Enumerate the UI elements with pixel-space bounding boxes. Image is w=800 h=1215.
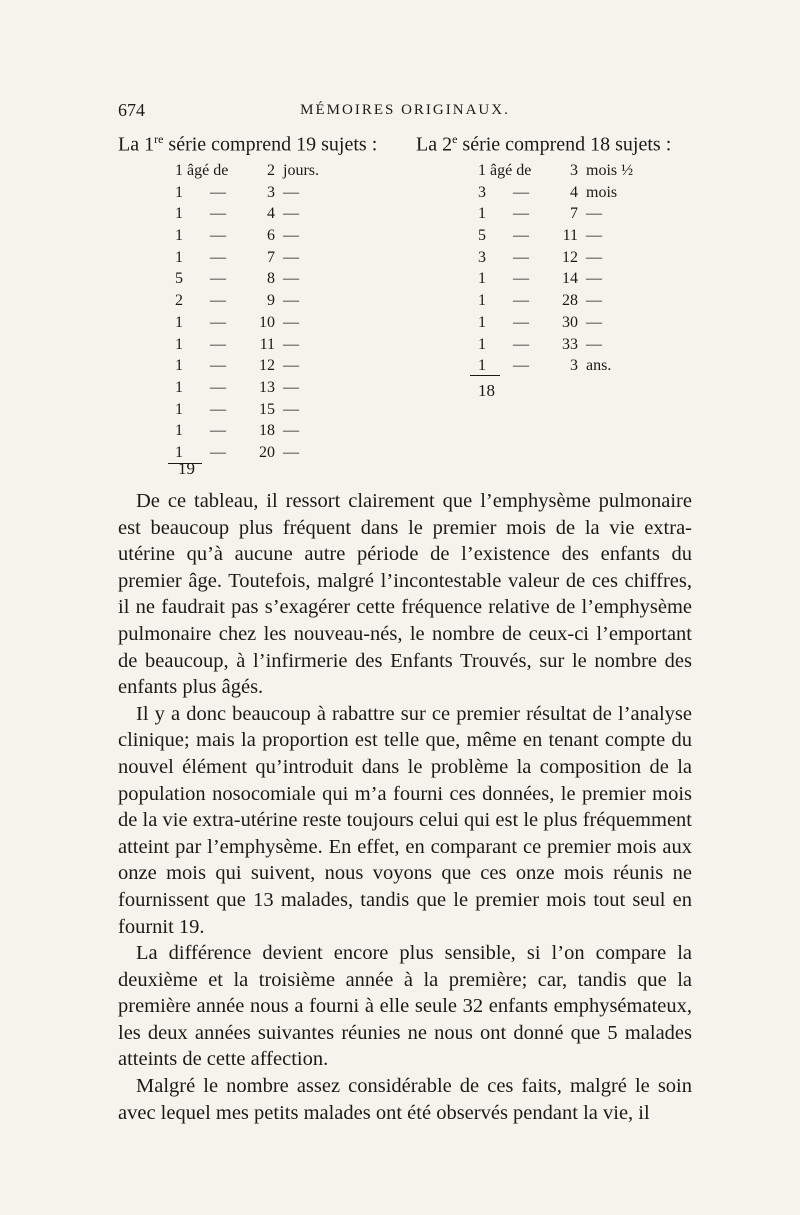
series-2-title: La 2e série comprend 18 sujets :: [416, 132, 672, 156]
page-header: [118, 100, 692, 126]
paragraph: La différence devient encore plus sensible, si l’on compare la deuxième et la troisième année à la première; car, tandis que la première année nous a fourni à elle seule 32 enfants emphysémateux, les deux années suivantes réunies ne nous ont donné que 5 malades atteints de cette affection.: [118, 942, 692, 1071]
paragraph: Malgré le nombre assez considérable de ces faits, malgré le soin avec lequel mes petits malades ont été observés pendant la vie, il: [118, 1075, 692, 1124]
paragraph: De ce tableau, il ressort clairement que l’emphysème pulmonaire est beaucoup plus fréquent dans le premier mois de la vie extra-utérine qu’à aucune autre période de l’existence des enfants du premier âge. Toutefois, malgré l’incontestable valeur de ces chiffres, il ne faudrait pas s’exagérer cette fréquence relative de l’emphysème pulmonaire chez les nouveau-nés, le nombre de ceux-ci l’emportant de beaucoup, à l’infirmerie des Enfants Trouvés, sur le nombre des enfants plus âgés.: [118, 490, 692, 699]
paragraph: Il y a donc beaucoup à rabattre sur ce premier résultat de l’analyse clinique; mais la proportion est telle que, même en tenant compte du nouvel élément qu’introduit dans le problème la composition de la population nosocomiale qui m’a fourni ces données, le premier mois de la vie extra-utérine reste toujours celui qui est le plus fréquemment atteint par l’emphysème. En effet, en comparant ce premier mois aux onze mois qui suivent, nous voyons que ces onze mois réunis ne fournissent que 13 malades, tandis que le premier mois tout seul en fournit 19.: [118, 702, 692, 938]
series-2-total-rule: [470, 375, 500, 376]
series-2-total: 18: [478, 381, 495, 400]
series-1-title: La 1re série comprend 19 sujets :: [118, 132, 378, 156]
page-number: 674: [118, 100, 145, 120]
running-head: MÉMOIRES ORIGINAUX.: [300, 102, 510, 118]
series-1-total: 19: [178, 459, 195, 478]
body-text: [118, 488, 692, 1126]
